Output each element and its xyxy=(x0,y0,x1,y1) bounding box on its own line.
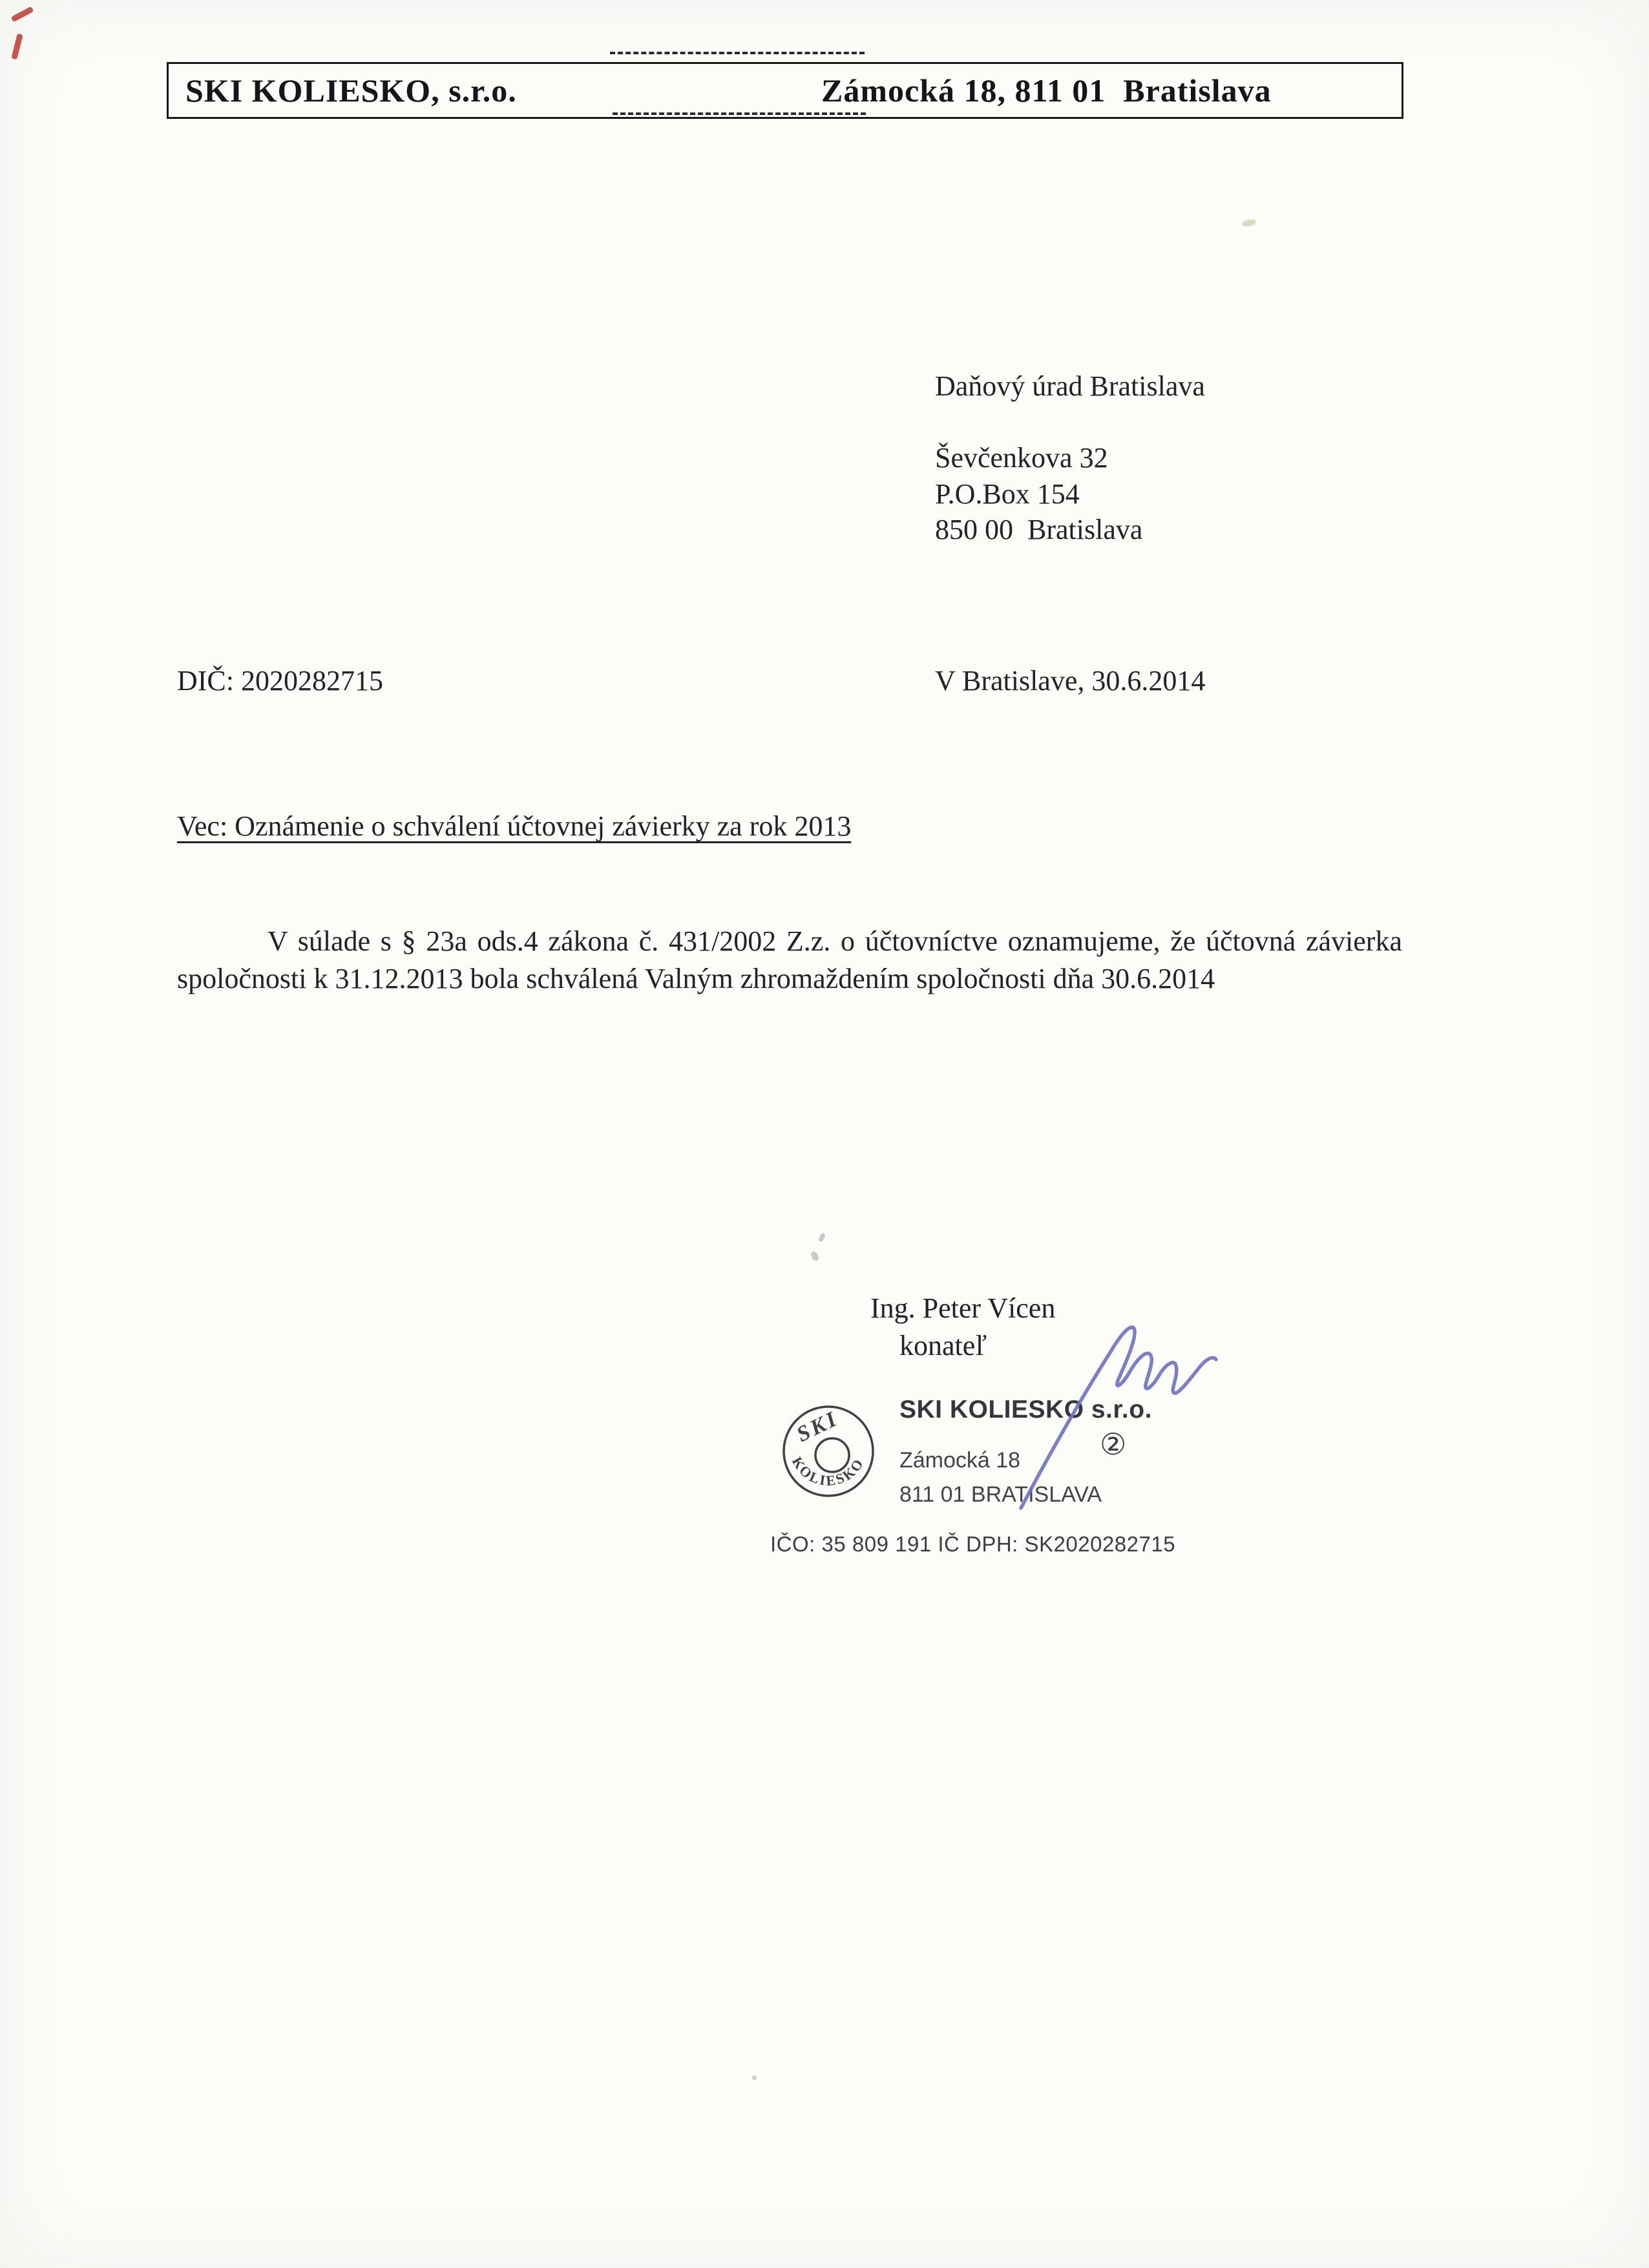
recipient-city: 850 00 Bratislava xyxy=(935,514,1143,545)
tax-id-line: DIČ: 2020282715 xyxy=(177,665,383,697)
letter-body-paragraph: V súlade s § 23a ods.4 zákona č. 431/2002 Z.z. o účtovníctve oznamujeme, že účtovná závierka spoločnosti k 31.12.2013 bola schválená Valným zhromaždením spoločnosti dňa 30.6.2014 xyxy=(177,925,1402,994)
stamp-logo-icon xyxy=(779,1402,877,1500)
letterhead-box xyxy=(167,62,1403,119)
stamp-city: 811 01 BRATISLAVA xyxy=(899,1482,1102,1507)
scan-artifact-smudge xyxy=(817,1232,826,1243)
scan-artifact-red-mark xyxy=(10,6,34,23)
recipient-street: Ševčenkova 32 xyxy=(935,442,1108,474)
subject-line: Vec: Oznámenie o schválení účtovnej závierky za rok 2013 xyxy=(177,810,852,842)
signatory-name: Ing. Peter Vícen xyxy=(870,1292,1056,1324)
recipient-name: Daňový úrad Bratislava xyxy=(935,370,1205,402)
letterhead-company-address: Zámocká 18, 811 01 Bratislava xyxy=(821,72,1272,109)
dashed-line-top xyxy=(610,52,865,54)
stamp-copy-number: ② xyxy=(1100,1427,1127,1461)
stamp-company-name: SKI KOLIESKO s.r.o. xyxy=(899,1396,1152,1423)
letterhead-company-name: SKI KOLIESKO, s.r.o. xyxy=(185,72,517,109)
stamp-registration-numbers: IČO: 35 809 191 IČ DPH: SK2020282715 xyxy=(770,1532,1176,1556)
handwritten-signature xyxy=(987,1291,1220,1517)
recipient-pobox: P.O.Box 154 xyxy=(935,478,1080,510)
place-date-line: V Bratislave, 30.6.2014 xyxy=(935,665,1206,697)
stamp-street: Zámocká 18 xyxy=(899,1448,1021,1473)
stamp-logo-top-text: SKI xyxy=(793,1406,843,1447)
scan-artifact-smudge xyxy=(810,1250,821,1263)
scan-artifact-red-mark xyxy=(11,34,23,60)
scan-artifact-smudge xyxy=(1241,218,1257,227)
stamp-logo-ring-text: KOLIESKO xyxy=(788,1454,868,1489)
scan-artifact-smudge xyxy=(752,2075,757,2080)
signatory-title: konateľ xyxy=(899,1330,987,1361)
